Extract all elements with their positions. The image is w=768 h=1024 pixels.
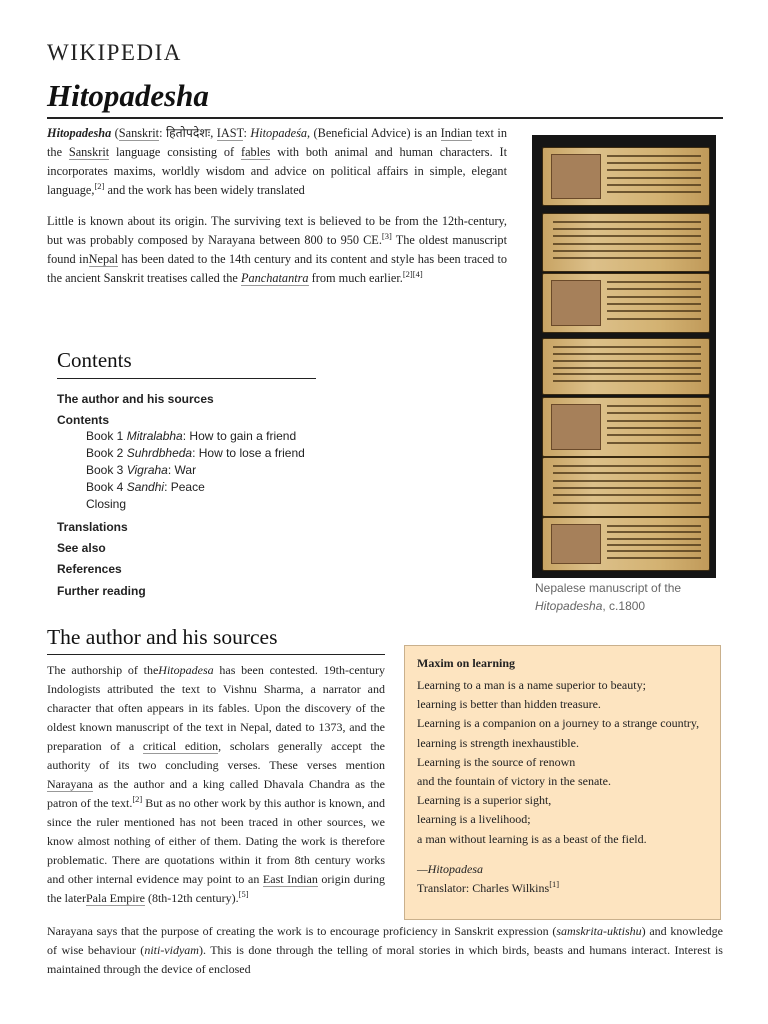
toc-item-suffix: : How to gain a friend <box>182 429 297 443</box>
manuscript-leaf <box>542 457 710 517</box>
text-run: and the work has been widely translated <box>104 183 305 197</box>
quote-line: Learning to a man is a name superior to beauty; <box>417 678 646 692</box>
inline-link[interactable]: Nepal <box>88 252 118 266</box>
manuscript-leaf <box>542 397 710 457</box>
quote-line: learning is a livelihood; <box>417 812 531 827</box>
translator-text: Translator: Charles Wilkins <box>417 881 550 895</box>
quote-title: Maxim on learning <box>417 656 515 670</box>
text-run: with both animal and human characters. It incorporates maxims, worldly wisdom and advice on political affairs in simple, elegant language, <box>47 145 507 197</box>
toc-item[interactable]: Contents <box>57 413 109 427</box>
bold-term: Hitopadesha <box>47 126 112 140</box>
script-line <box>553 353 701 355</box>
script-line <box>553 472 701 474</box>
text-run: (8th-12th century). <box>144 891 239 905</box>
inline-link[interactable]: Sanskrit <box>68 145 110 159</box>
script-line <box>553 487 701 489</box>
illustration-panel <box>551 154 601 199</box>
script-line <box>553 235 701 237</box>
text-run: The oldest manuscript found in <box>47 233 507 266</box>
citation-ref[interactable]: [5] <box>238 889 249 899</box>
script-line <box>553 494 701 496</box>
toc-item-suffix: : War <box>167 463 197 477</box>
toc-item[interactable]: Translations <box>57 520 128 534</box>
script-line <box>607 303 701 305</box>
text-run: , scholars generally accept the authority of its two concluding verses. These verses mention <box>47 739 385 772</box>
script-line <box>607 191 701 193</box>
text-run: as the author and a king called Dhavala Chandra as the patron of the text. <box>47 777 385 810</box>
text-run: ( <box>111 126 119 140</box>
script-line <box>553 367 701 369</box>
script-line <box>607 412 701 414</box>
text-run: has been dated to the 14th century and its content and style has been traced to the ancient Sanskrit treatises called the <box>47 252 508 285</box>
inline-link[interactable]: Indian <box>440 126 473 140</box>
page-title: Hitopadesha <box>47 78 209 113</box>
illustration-panel <box>551 404 601 450</box>
toc-item[interactable] <box>86 480 205 494</box>
quote-line: Learning is a companion on a journey to a strange country, <box>417 716 700 731</box>
script-line <box>553 502 701 504</box>
section-paragraph-2 <box>47 922 723 979</box>
quote-source: —Hitopadesa <box>417 862 483 876</box>
section-paragraph-1 <box>47 661 385 908</box>
italic-text: Hitopadesa <box>158 663 214 677</box>
p4-text-b: ) and knowledge of wise behaviour ( <box>47 924 723 957</box>
text-run: Little is known about its origin. The surviving text is believed to be from the 12th-century, but was probably composed by Narayana between 800 to 950 CE. <box>47 214 507 247</box>
figure-caption <box>535 579 720 615</box>
italic-text: Hitopadeśa <box>250 126 308 140</box>
quote-line: a man without learning is as a beast of the field. <box>417 831 647 846</box>
script-line <box>553 380 701 382</box>
toc-item-italic: Vigraha <box>126 463 168 477</box>
script-line <box>607 525 701 527</box>
manuscript-leaf <box>542 338 710 395</box>
quote-line: Learning is a superior sight, <box>417 793 552 808</box>
text-run: : <box>243 126 251 140</box>
toc-item-suffix: : How to lose a friend <box>192 446 305 460</box>
script-line <box>607 557 701 559</box>
script-line <box>607 544 701 546</box>
script-line <box>607 538 701 540</box>
toc-item[interactable]: The author and his sources <box>57 392 214 406</box>
script-line <box>607 177 701 179</box>
p4-text-c: ). This is done through the telling of moral stories in which birds, beasts and humans interact. Interest is maintained through the device of enclosed <box>47 943 723 976</box>
text-run: language consisting of <box>109 145 241 159</box>
script-line <box>607 296 701 298</box>
manuscript-image[interactable] <box>532 135 716 578</box>
wikipedia-wordmark: WIKIPEDIA <box>47 40 182 65</box>
script-line <box>607 155 701 157</box>
intro-paragraph-1 <box>47 124 507 200</box>
caption-italic: Hitopadesha <box>535 599 603 613</box>
script-line <box>553 373 701 375</box>
script-line <box>553 221 701 223</box>
manuscript-leaf <box>542 517 710 571</box>
citation-ref[interactable]: [2][4] <box>402 268 423 279</box>
manuscript-leaf <box>542 213 710 272</box>
p4-italic-b: niti-vidyam <box>144 943 199 957</box>
toc-item-prefix: Book 4 <box>86 480 127 494</box>
toc-item-italic: Sandhi <box>126 480 165 494</box>
citation-ref[interactable]: [3] <box>381 230 392 241</box>
inline-link[interactable]: Pala Empire <box>85 891 145 905</box>
quote-line: Learning is the source of renown <box>417 754 576 769</box>
p4-text-a: Narayana says that the purpose of creating the work is to encourage proficiency in Sanskrit expression ( <box>47 924 557 938</box>
toc-item[interactable] <box>86 429 296 443</box>
script-line <box>607 169 701 171</box>
script-line <box>553 250 701 252</box>
script-line <box>553 465 701 467</box>
section-rule <box>47 654 385 655</box>
intro-paragraph-2 <box>47 212 507 288</box>
script-line <box>607 288 701 290</box>
script-line <box>607 427 701 429</box>
manuscript-leaf <box>542 273 710 333</box>
toc-heading: Contents <box>57 348 132 372</box>
script-line <box>607 281 701 283</box>
caption-text: Nepalese manuscript of the <box>535 581 682 595</box>
quote-line: learning is strength inexhaustible. <box>417 735 579 750</box>
script-line <box>607 420 701 422</box>
inline-link[interactable]: Panchatantra <box>240 271 309 285</box>
quote-box <box>404 645 721 920</box>
toc-item[interactable]: References <box>57 562 122 576</box>
citation-ref[interactable]: [2] <box>94 180 105 191</box>
quote-line: learning is better than hidden treasure. <box>417 697 601 712</box>
script-line <box>607 184 701 186</box>
script-line <box>607 405 701 407</box>
section-heading: The author and his sources <box>47 625 278 649</box>
inline-link[interactable]: fables <box>240 145 271 159</box>
title-rule <box>47 117 723 119</box>
toc-item[interactable] <box>86 446 305 460</box>
text-run: , (Beneficial Advice) is an <box>307 126 441 140</box>
citation-ref[interactable]: [2] <box>132 794 143 804</box>
script-line <box>607 434 701 436</box>
translator-ref[interactable]: [1] <box>549 879 560 889</box>
text-run: has been contested. 19th-century Indologists attributed the text to Vishnu Sharma, a narrator and character that often appears in its fables. Upon the discovery of the oldest known manuscript of the text in Nepal, dated to 1373, and the preparation of a <box>47 663 385 753</box>
toc-item-italic: Mitralabha <box>126 429 183 443</box>
script-line <box>553 243 701 245</box>
script-line <box>553 228 701 230</box>
script-line <box>607 550 701 552</box>
illustration-panel <box>551 524 601 564</box>
script-line <box>607 531 701 533</box>
toc-rule <box>57 378 316 379</box>
inline-link[interactable]: IAST <box>216 126 244 140</box>
text-run: : हितोपदेशः, <box>159 126 217 140</box>
toc-item[interactable] <box>86 463 196 477</box>
toc-item-italic: Suhrdbheda <box>126 446 193 460</box>
toc-item[interactable]: Further reading <box>57 584 146 598</box>
text-run: The authorship of the <box>47 663 159 677</box>
text-run: origin during the later <box>47 872 385 905</box>
toc-item[interactable]: See also <box>57 541 106 555</box>
illustration-panel <box>551 280 601 326</box>
toc-item-prefix: Book 3 <box>86 463 127 477</box>
caption-date: , c.1800 <box>602 599 646 613</box>
script-line <box>607 442 701 444</box>
p4-italic-a: samskrita-uktishu <box>556 924 642 938</box>
text-run: text in the <box>47 126 507 159</box>
text-run: But as no other work by this author is known, and since the ruler mentioned has not been traced in other sources, we know almost nothing of either of them. Dating the work is therefore problematic. There are quotations within it from 8th century works and other internal evidence may point to an <box>47 796 385 886</box>
toc-item[interactable]: Closing <box>86 497 127 511</box>
manuscript-leaf <box>542 147 710 206</box>
inline-link[interactable]: Sanskrit <box>118 126 160 140</box>
text-run: from much earlier. <box>308 271 403 285</box>
inline-link[interactable]: Narayana <box>47 777 93 791</box>
toc-item-prefix: Book 1 <box>86 429 127 443</box>
script-line <box>553 480 701 482</box>
script-line <box>607 162 701 164</box>
script-line <box>607 318 701 320</box>
toc-item-prefix: Book 2 <box>86 446 127 460</box>
toc-item-suffix: : Peace <box>164 480 205 494</box>
quote-line: and the fountain of victory in the senate. <box>417 774 611 788</box>
inline-link[interactable]: East Indian <box>262 872 318 886</box>
script-line <box>553 346 701 348</box>
script-line <box>553 360 701 362</box>
script-line <box>553 257 701 259</box>
script-line <box>607 310 701 312</box>
inline-link[interactable]: critical edition <box>142 739 219 753</box>
quote-translator <box>417 881 559 896</box>
